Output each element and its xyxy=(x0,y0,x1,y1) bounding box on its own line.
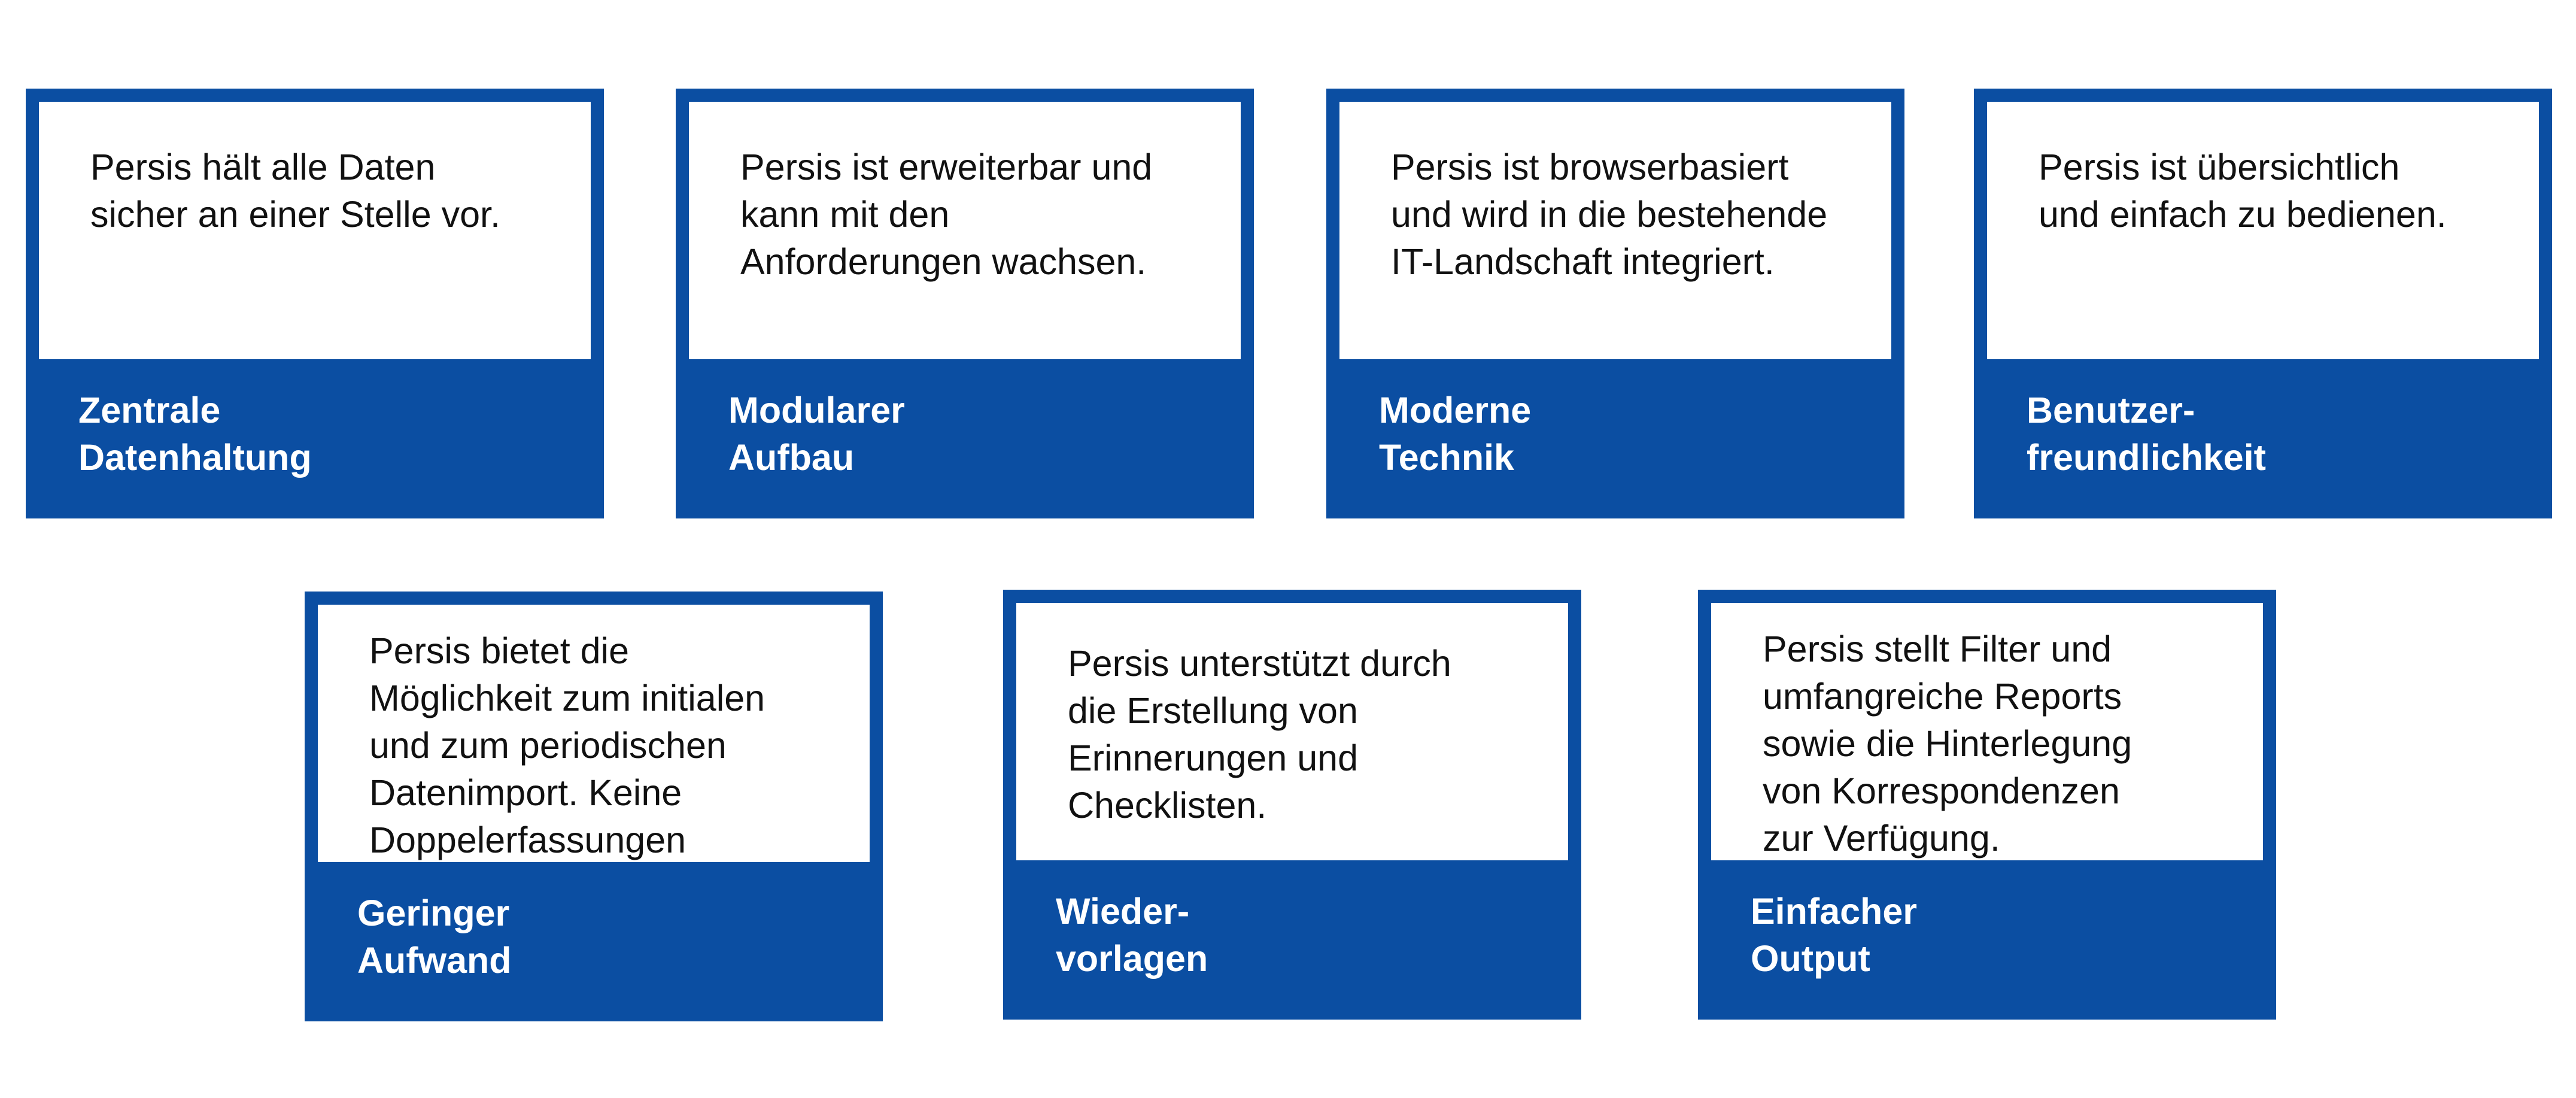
card-title: Einfacher Output xyxy=(1751,891,1917,979)
card-title: Wieder- vorlagen xyxy=(1056,891,1208,979)
card-description-box xyxy=(39,102,591,359)
card-description: Persis hält alle Daten sicher an einer Stelle vor. xyxy=(90,147,500,235)
feature-card-moderne-technik xyxy=(1326,89,1904,518)
card-title: Benutzer- freundlichkeit xyxy=(2027,390,2266,478)
card-description-box xyxy=(1711,603,2263,860)
card-description: Persis unterstützt durch die Erstellung von Erinnerungen und Checklisten. xyxy=(1068,643,1451,826)
feature-card-modularer-aufbau xyxy=(676,89,1254,518)
feature-card-geringer-aufwand xyxy=(305,592,883,1021)
feature-card-wiedervorlagen xyxy=(1003,590,1581,1020)
card-description-box xyxy=(1339,102,1891,359)
card-description: Persis ist übersichtlich und einfach zu bedienen. xyxy=(2039,147,2447,235)
card-title: Moderne Technik xyxy=(1379,390,1532,478)
card-description: Persis ist erweiterbar und kann mit den Anforderungen wachsen. xyxy=(740,147,1153,282)
card-description: Persis stellt Filter und umfangreiche Reports sowie die Hinterlegung von Korrespondenzen zur Verfügung. xyxy=(1763,629,2133,859)
feature-card-einfacher-output xyxy=(1698,590,2276,1020)
card-title: Modularer Aufbau xyxy=(728,390,905,478)
feature-card-benutzerfreundlichkeit xyxy=(1974,89,2552,518)
card-description: Persis ist browserbasiert und wird in die bestehende IT-Landschaft integriert. xyxy=(1391,147,1828,282)
card-description: Persis bietet die Möglichkeit zum initialen und zum periodischen Datenimport. Keine Doppelerfassungen xyxy=(369,630,765,860)
card-description-box xyxy=(318,605,870,862)
card-description-box xyxy=(1016,603,1568,860)
card-title: Zentrale Datenhaltung xyxy=(78,390,312,478)
card-title: Geringer Aufwand xyxy=(357,893,512,981)
feature-card-zentrale-datenhaltung xyxy=(26,89,604,518)
card-description-box xyxy=(689,102,1241,359)
card-description-box xyxy=(1987,102,2539,359)
